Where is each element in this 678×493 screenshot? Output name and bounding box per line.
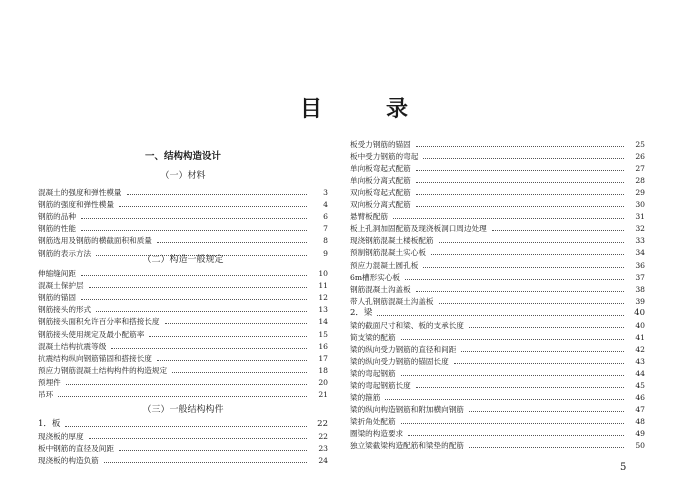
dot-leader (408, 435, 624, 436)
toc-entry-page: 10 (318, 269, 328, 278)
toc-entry[interactable] (38, 289, 328, 302)
toc-entry[interactable] (38, 313, 328, 326)
toc-entry[interactable] (350, 281, 645, 294)
toc-entry-title: 梁的弯起钢筋 (350, 368, 396, 378)
toc-entry[interactable] (38, 452, 328, 465)
toc-entry-page: 25 (635, 140, 645, 149)
section-heading: （二）构造一般规定 (142, 255, 224, 265)
toc-entry[interactable] (350, 425, 645, 438)
toc-entry-page: 37 (635, 272, 645, 282)
dot-leader (431, 254, 624, 255)
toc-entry-title: 钢筋的强度和弹性模量 (38, 200, 114, 210)
toc-entry[interactable] (350, 329, 645, 342)
dot-leader (416, 194, 624, 195)
toc-entry-page: 4 (323, 200, 328, 210)
dot-leader (469, 327, 624, 328)
toc-entry-title: 双向板分离式配筋 (350, 200, 411, 210)
dot-leader (469, 411, 624, 412)
toc-entry[interactable] (38, 428, 328, 441)
toc-entry[interactable] (350, 257, 645, 270)
toc-entry[interactable] (350, 401, 645, 414)
toc-entry-title: 现浇钢筋混凝土楼板配筋 (350, 236, 434, 246)
dot-leader (439, 303, 624, 304)
toc-entry-page: 22 (317, 419, 328, 429)
toc-entry-page: 17 (318, 353, 328, 363)
toc-chapter-entry[interactable] (38, 416, 328, 429)
dot-leader (454, 363, 624, 364)
toc-entry-title: 钢筋的品种 (38, 212, 76, 222)
toc-entry-page: 15 (318, 329, 328, 339)
toc-entry-page: 16 (318, 341, 328, 351)
toc-entry[interactable] (350, 377, 645, 390)
toc-entry[interactable] (350, 293, 645, 306)
toc-entry[interactable] (350, 184, 645, 197)
toc-entry-title: 钢筋混凝土沟盖板 (350, 284, 411, 294)
toc-entry-page: 21 (318, 390, 328, 399)
toc-entry[interactable] (350, 317, 645, 330)
toc-entry-page: 33 (635, 236, 645, 246)
toc-entry-page: 6 (323, 212, 328, 222)
dot-leader (89, 287, 307, 288)
toc-entry-title: 钢筋接头面积允许百分率和搭接长度 (38, 317, 160, 327)
toc-entry-title: 钢筋选用及钢筋的横截面积和质量 (38, 236, 152, 246)
toc-entry[interactable] (350, 244, 645, 257)
toc-entry[interactable] (38, 220, 328, 233)
toc-entry[interactable] (350, 437, 645, 450)
toc-entry-title: 钢筋的表示方法 (38, 248, 92, 258)
toc-entry-page: 48 (635, 417, 645, 427)
toc-entry-page: 29 (635, 188, 645, 198)
part-heading: 一、结构构造设计 (144, 151, 221, 162)
dot-leader (416, 182, 624, 183)
toc-entry-page: 31 (635, 212, 645, 222)
dot-leader (377, 315, 624, 316)
toc-entry-page: 34 (635, 248, 645, 258)
toc-entry-title: 混凝土的强度和弹性模量 (38, 188, 122, 197)
dot-leader (416, 387, 624, 388)
toc-entry[interactable] (350, 269, 645, 282)
toc-entry-page: 36 (635, 260, 645, 270)
toc-entry-page: 12 (318, 293, 328, 303)
toc-entry[interactable] (350, 220, 645, 233)
dot-leader (157, 242, 307, 243)
toc-entry-title: 现浇板的构造负筋 (38, 456, 99, 466)
toc-entry[interactable] (38, 208, 328, 221)
toc-entry-title: 混凝土保护层 (38, 281, 84, 291)
toc-entry-title: 带人孔钢筋混凝土沟盖板 (350, 296, 434, 306)
dot-leader (157, 360, 307, 361)
toc-entry-page: 39 (635, 296, 645, 306)
toc-entry-title: 2．梁 (350, 307, 373, 318)
toc-entry-title: 预应力混凝土圆孔板 (350, 260, 419, 270)
dot-leader (469, 447, 624, 448)
dot-leader (149, 336, 307, 337)
toc-entry-page: 46 (635, 393, 645, 403)
toc-entry-page: 38 (635, 284, 645, 294)
toc-entry-title: 梁折角处配筋 (350, 417, 396, 427)
toc-entry[interactable] (38, 277, 328, 290)
toc-entry[interactable] (38, 386, 328, 399)
dot-leader (385, 399, 624, 400)
section-heading: （三）一般结构构件 (142, 405, 224, 415)
dot-leader (416, 291, 624, 292)
toc-entry-page: 18 (318, 365, 328, 375)
toc-entry-title: 简支梁的配筋 (350, 332, 396, 342)
toc-entry-page: 40 (635, 320, 645, 330)
toc-chapter-entry[interactable] (350, 305, 645, 318)
toc-entry-title: 悬臂板配筋 (350, 212, 388, 222)
toc-entry[interactable] (350, 389, 645, 402)
toc-entry-title: 板中钢筋的直径及间距 (38, 444, 114, 454)
toc-entry-page: 3 (323, 188, 328, 197)
dot-leader (401, 375, 624, 376)
toc-entry-title: 伸缩缝间距 (38, 269, 76, 278)
toc-entry-title: 梁的纵向构造钢筋和附加横向钢筋 (350, 405, 464, 415)
toc-entry[interactable] (350, 148, 645, 161)
toc-entry-title: 双向板弯起式配筋 (350, 188, 411, 198)
toc-entry[interactable] (38, 440, 328, 453)
dot-leader (416, 206, 624, 207)
toc-entry-page: 49 (635, 429, 645, 439)
toc-entry-title: 抗震结构纵向钢筋锚固和搭接长度 (38, 353, 152, 363)
toc-entry[interactable] (350, 353, 645, 366)
toc-entry-page: 20 (318, 377, 328, 387)
dot-leader (89, 438, 307, 439)
dot-leader (423, 267, 624, 268)
toc-entry[interactable] (350, 208, 645, 221)
dot-leader (81, 230, 307, 231)
page-number: 5 (620, 462, 627, 473)
toc-entry-page: 9 (323, 248, 328, 258)
toc-entry-title: 钢筋接头的形式 (38, 305, 92, 315)
toc-entry[interactable] (38, 301, 328, 314)
dot-leader (423, 158, 624, 159)
toc-entry-page: 22 (318, 432, 328, 442)
toc-entry-title: 预埋件 (38, 377, 61, 387)
dot-leader (172, 372, 307, 373)
toc-entry-page: 11 (318, 281, 328, 291)
toc-entry-title: 梁的弯起钢筋长度 (350, 381, 411, 390)
dot-leader (66, 384, 307, 385)
toc-entry[interactable] (38, 374, 328, 387)
dot-leader (401, 423, 624, 424)
toc-entry-page: 24 (318, 456, 328, 466)
toc-entry-title: 单向板弯起式配筋 (350, 164, 411, 174)
toc-entry[interactable] (38, 326, 328, 339)
toc-entry[interactable] (38, 184, 328, 197)
dot-leader (104, 462, 307, 463)
toc-entry-title: 预应力钢筋混凝土结构构件的构造规定 (38, 365, 168, 375)
toc-entry-title: 1．板 (38, 419, 61, 429)
toc-entry-page: 8 (323, 236, 328, 246)
toc-entry-title: 梁的纵向受力钢筋的锚固长度 (350, 356, 449, 366)
dot-leader (111, 348, 307, 349)
toc-entry-title: 钢筋的性能 (38, 224, 76, 234)
dot-leader (127, 194, 307, 195)
dot-leader (81, 299, 307, 300)
toc-entry-title: 预制钢筋混凝土实心板 (350, 248, 426, 258)
toc-entry-page: 42 (635, 344, 645, 354)
dot-leader (405, 279, 624, 280)
toc-entry[interactable] (38, 265, 328, 278)
toc-entry[interactable] (350, 136, 645, 149)
toc-entry-page: 14 (318, 317, 328, 327)
toc-entry-page: 7 (323, 224, 328, 234)
toc-entry-page: 32 (635, 224, 645, 234)
toc-entry-title: 钢筋的锚固 (38, 293, 76, 303)
toc-entry[interactable] (38, 362, 328, 375)
toc-entry-title: 梁的截面尺寸和梁、板的支承长度 (350, 320, 464, 330)
dot-leader (165, 323, 308, 324)
dot-leader (81, 218, 307, 219)
dot-leader (81, 275, 307, 276)
toc-entry-title: 吊环 (38, 390, 54, 399)
toc-entry-title: 梁的纵向受力钢筋的直径和间距 (350, 344, 457, 354)
toc-entry[interactable] (350, 172, 645, 185)
toc-entry-page: 47 (635, 405, 645, 415)
toc-entry[interactable] (350, 160, 645, 173)
toc-entry-page: 30 (635, 200, 645, 210)
dot-leader (58, 396, 307, 397)
toc-entry-page: 27 (635, 164, 645, 174)
toc-entry[interactable] (350, 341, 645, 354)
toc-entry-title: 6m槽形实心板 (350, 272, 401, 282)
dot-leader (119, 450, 307, 451)
toc-entry-page: 43 (635, 356, 645, 366)
toc-entry-page: 26 (635, 152, 645, 162)
toc-entry[interactable] (350, 365, 645, 378)
dot-leader (492, 230, 624, 231)
dot-leader (96, 311, 307, 312)
toc-entry[interactable] (38, 338, 328, 351)
toc-entry-title: 单向板分离式配筋 (350, 176, 411, 186)
toc-entry-title: 板上孔洞加固配筋及现浇板洞口周边处理 (350, 224, 487, 234)
toc-entry[interactable] (350, 232, 645, 245)
toc-entry-page: 44 (635, 368, 645, 378)
dot-leader (119, 206, 307, 207)
dot-leader (393, 218, 624, 219)
toc-entry[interactable] (38, 232, 328, 245)
toc-entry-title: 钢筋接头使用规定及最小配筋率 (38, 329, 145, 339)
toc-entry-title: 独立梁截梁构造配筋和梁垫的配筋 (350, 441, 464, 451)
toc-entry-title: 现浇板的厚度 (38, 432, 84, 442)
dot-leader (401, 339, 624, 340)
dot-leader (416, 170, 624, 171)
toc-entry[interactable] (350, 196, 645, 209)
toc-entry-page: 45 (635, 381, 645, 390)
toc-entry[interactable] (350, 413, 645, 426)
page-title (300, 92, 410, 123)
toc-entry-page: 50 (635, 441, 645, 451)
dot-leader (461, 351, 624, 352)
toc-entry-page: 23 (318, 444, 328, 454)
toc-entry-title: 混凝土结构抗震等级 (38, 341, 107, 351)
dot-leader (439, 242, 624, 243)
toc-entry-page: 41 (635, 332, 645, 342)
title-char-2: 录 (385, 96, 410, 122)
dot-leader (65, 426, 307, 427)
section-heading: （一）材料 (160, 171, 206, 181)
title-char-1: 目 (300, 96, 325, 122)
toc-entry-title: 圈梁的构造要求 (350, 429, 404, 439)
toc-entry[interactable] (38, 350, 328, 363)
toc-entry-page: 13 (318, 305, 328, 315)
toc-entry-title: 板中受力钢筋的弯起 (350, 152, 419, 162)
toc-entry-page: 40 (634, 307, 645, 318)
toc-entry[interactable] (38, 196, 328, 209)
toc-entry-title: 板受力钢筋的锚固 (350, 140, 411, 149)
dot-leader (416, 146, 624, 147)
toc-entry-page: 28 (635, 176, 645, 186)
toc-entry-title: 梁的箍筋 (350, 393, 381, 403)
